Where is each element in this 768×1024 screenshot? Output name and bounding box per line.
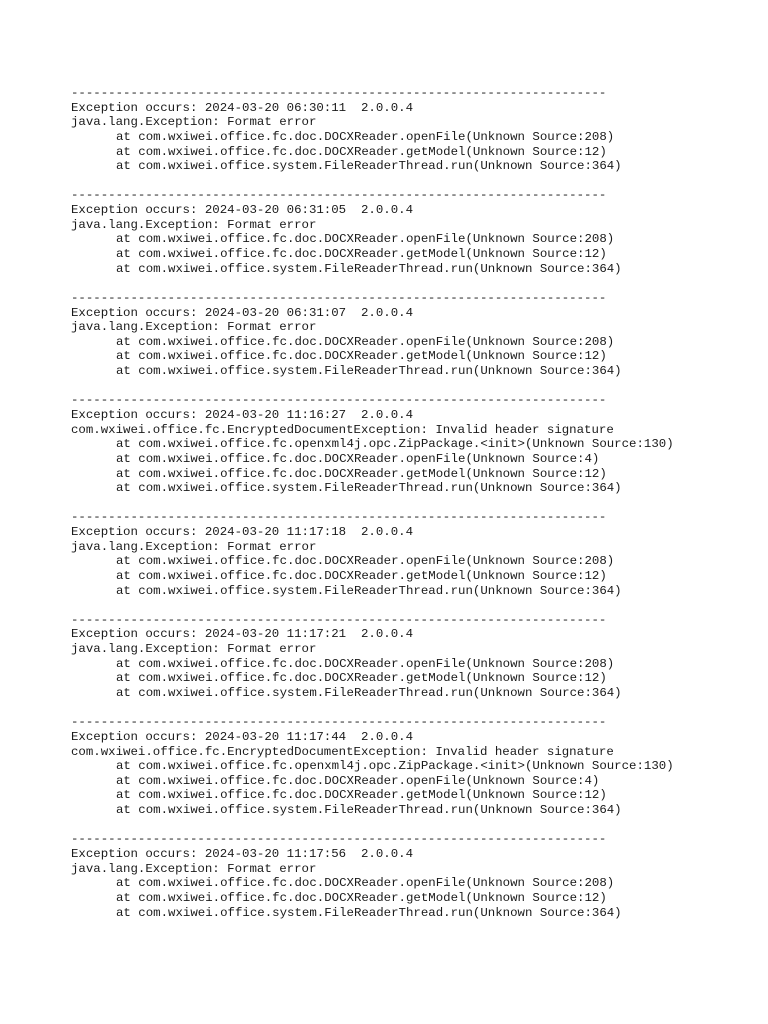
- exception-message: com.wxiwei.office.fc.EncryptedDocumentException: Invalid header signature: [71, 422, 614, 437]
- separator-line: ------------------------------------------------------------------------: [71, 188, 607, 203]
- stack-frame: at com.wxiwei.office.fc.doc.DOCXReader.openFile(Unknown Source:208): [116, 656, 615, 671]
- stack-frame: at com.wxiwei.office.system.FileReaderThread.run(Unknown Source:364): [116, 159, 622, 174]
- exception-message: com.wxiwei.office.fc.EncryptedDocumentException: Invalid header signature: [71, 744, 614, 759]
- stack-frame: at com.wxiwei.office.system.FileReaderThread.run(Unknown Source:364): [116, 364, 622, 379]
- log-entry: [71, 613, 761, 701]
- stack-frame: at com.wxiwei.office.fc.openxml4j.opc.ZipPackage.<init>(Unknown Source:130): [116, 759, 674, 774]
- log-entry: [71, 393, 761, 495]
- exception-header: Exception occurs: 2024-03-20 06:31:07 2.0.0.4: [71, 305, 414, 320]
- exception-message: java.lang.Exception: Format error: [71, 217, 317, 232]
- exception-message: java.lang.Exception: Format error: [71, 539, 317, 554]
- exception-header: Exception occurs: 2024-03-20 11:17:18 2.0.0.4: [71, 525, 414, 540]
- exception-message: java.lang.Exception: Format error: [71, 115, 317, 130]
- stack-frame: at com.wxiwei.office.fc.doc.DOCXReader.getModel(Unknown Source:12): [116, 466, 607, 481]
- stack-frame: at com.wxiwei.office.fc.doc.DOCXReader.openFile(Unknown Source:208): [116, 129, 615, 144]
- stack-frame: at com.wxiwei.office.system.FileReaderThread.run(Unknown Source:364): [116, 905, 622, 920]
- stack-frame: at com.wxiwei.office.system.FileReaderThread.run(Unknown Source:364): [116, 686, 622, 701]
- stack-frame: at com.wxiwei.office.fc.doc.DOCXReader.getModel(Unknown Source:12): [116, 890, 607, 905]
- exception-header: Exception occurs: 2024-03-20 06:30:11 2.0.0.4: [71, 100, 414, 115]
- exception-header: Exception occurs: 2024-03-20 11:17:44 2.0.0.4: [71, 729, 414, 744]
- log-entry: [71, 86, 761, 174]
- exception-message: java.lang.Exception: Format error: [71, 320, 317, 335]
- stack-frame: at com.wxiwei.office.fc.doc.DOCXReader.getModel(Unknown Source:12): [116, 671, 607, 686]
- stack-frame: at com.wxiwei.office.fc.doc.DOCXReader.getModel(Unknown Source:12): [116, 568, 607, 583]
- exception-header: Exception occurs: 2024-03-20 11:16:27 2.0.0.4: [71, 407, 414, 422]
- log-entry: [71, 715, 761, 817]
- log-entry: [71, 188, 761, 276]
- stack-frame: at com.wxiwei.office.fc.doc.DOCXReader.openFile(Unknown Source:4): [116, 773, 600, 788]
- stack-frame: at com.wxiwei.office.system.FileReaderThread.run(Unknown Source:364): [116, 481, 622, 496]
- stack-frame: at com.wxiwei.office.fc.doc.DOCXReader.openFile(Unknown Source:208): [116, 554, 615, 569]
- separator-line: ------------------------------------------------------------------------: [71, 290, 607, 305]
- exception-message: java.lang.Exception: Format error: [71, 861, 317, 876]
- log-entry: [71, 291, 761, 379]
- stack-frame: at com.wxiwei.office.fc.doc.DOCXReader.openFile(Unknown Source:208): [116, 334, 615, 349]
- stack-frame: at com.wxiwei.office.fc.doc.DOCXReader.openFile(Unknown Source:208): [116, 232, 615, 247]
- separator-line: ------------------------------------------------------------------------: [71, 86, 607, 100]
- separator-line: ------------------------------------------------------------------------: [71, 393, 607, 408]
- separator-line: ------------------------------------------------------------------------: [71, 832, 607, 847]
- stack-frame: at com.wxiwei.office.system.FileReaderThread.run(Unknown Source:364): [116, 583, 622, 598]
- log-entry: [71, 832, 761, 920]
- stack-frame: at com.wxiwei.office.system.FileReaderThread.run(Unknown Source:364): [116, 803, 622, 818]
- separator-line: ------------------------------------------------------------------------: [71, 612, 607, 627]
- separator-line: ------------------------------------------------------------------------: [71, 510, 607, 525]
- exception-header: Exception occurs: 2024-03-20 11:17:21 2.0.0.4: [71, 627, 414, 642]
- exception-header: Exception occurs: 2024-03-20 06:31:05 2.0.0.4: [71, 203, 414, 218]
- exception-message: java.lang.Exception: Format error: [71, 642, 317, 657]
- stack-frame: at com.wxiwei.office.fc.doc.DOCXReader.getModel(Unknown Source:12): [116, 144, 607, 159]
- stack-frame: at com.wxiwei.office.fc.doc.DOCXReader.getModel(Unknown Source:12): [116, 788, 607, 803]
- stack-frame: at com.wxiwei.office.fc.openxml4j.opc.ZipPackage.<init>(Unknown Source:130): [116, 437, 674, 452]
- stack-frame: at com.wxiwei.office.fc.doc.DOCXReader.getModel(Unknown Source:12): [116, 247, 607, 261]
- exception-header: Exception occurs: 2024-03-20 11:17:56 2.0.0.4: [71, 846, 414, 861]
- exception-log: [71, 86, 761, 935]
- stack-frame: at com.wxiwei.office.fc.doc.DOCXReader.openFile(Unknown Source:4): [116, 451, 600, 466]
- stack-frame: at com.wxiwei.office.system.FileReaderThread.run(Unknown Source:364): [116, 261, 622, 276]
- log-entry: [71, 510, 761, 598]
- separator-line: ------------------------------------------------------------------------: [71, 715, 607, 730]
- stack-frame: at com.wxiwei.office.fc.doc.DOCXReader.openFile(Unknown Source:208): [116, 876, 615, 891]
- stack-frame: at com.wxiwei.office.fc.doc.DOCXReader.getModel(Unknown Source:12): [116, 349, 607, 364]
